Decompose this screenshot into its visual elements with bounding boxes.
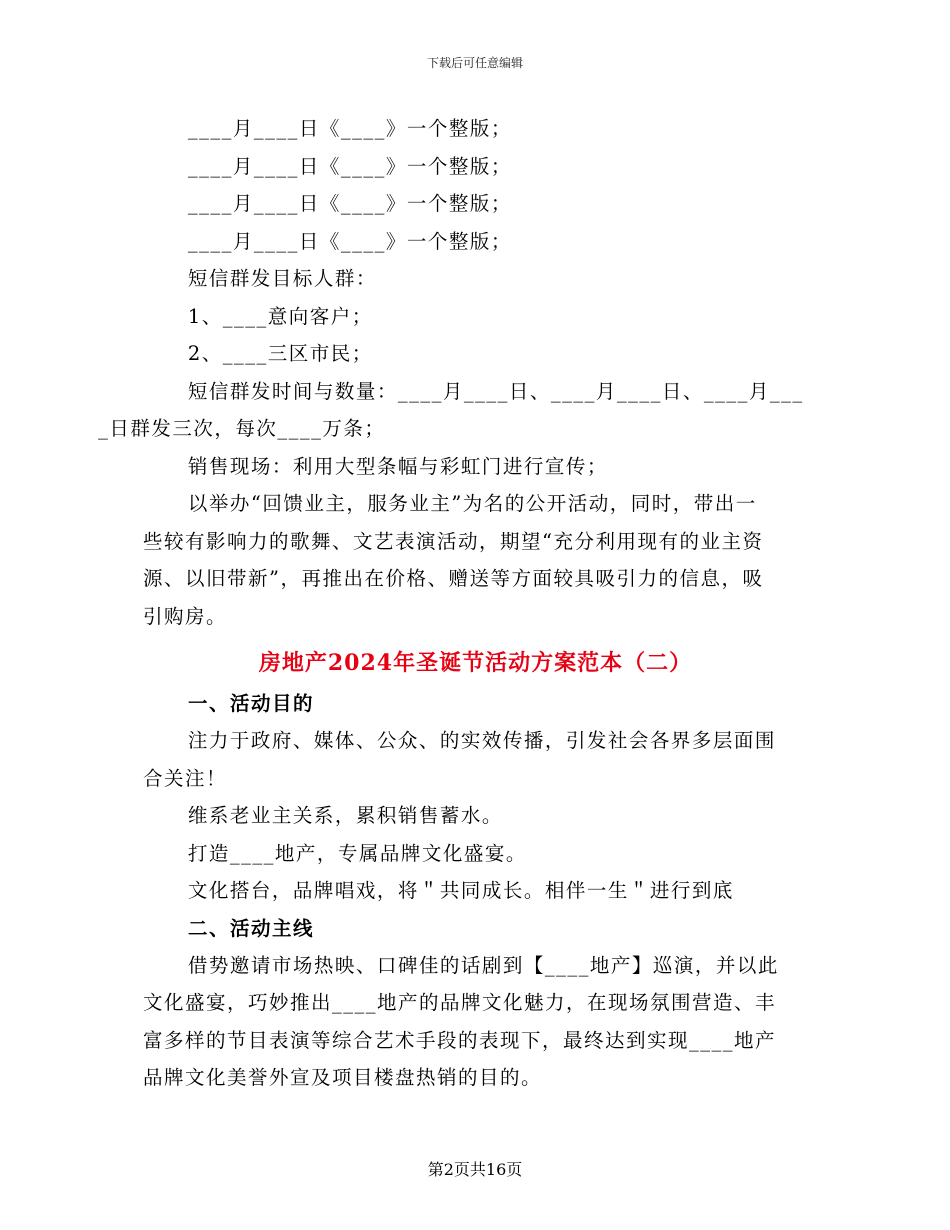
document-title-part-2: 房地产2024年圣诞节活动方案范本（二） <box>258 650 693 676</box>
purpose-p1-line-2: 合关注！ <box>143 766 228 790</box>
ad-line-1: ____月____日《____》一个整版； <box>187 117 512 140</box>
mainline-line-2: 文化盛宴，巧妙推出____地产的品牌文化魅力，在现场氛围营造、丰 <box>143 991 777 1014</box>
section-heading-purpose: 一、活动目的 <box>188 692 315 715</box>
mainline-line-1: 借势邀请市场热映、口碑佳的话剧到【____地产】巡演，并以此 <box>187 953 779 977</box>
activity-line-2: 些较有影响力的歌舞、文艺表演活动，期望“充分利用现有的业主资 <box>143 529 764 553</box>
sms-time-line-1: 短信群发时间与数量：____月____日、____月____日、____月___ <box>187 379 804 403</box>
activity-paragraph <box>143 485 808 635</box>
sms-time-paragraph <box>98 373 808 448</box>
page-header-note: 下载后可任意编辑 <box>426 56 523 70</box>
purpose-paragraph-3: 打造____地产，专属品牌文化盛宴。 <box>187 841 527 865</box>
mainline-line-4: 品牌文化美誉外宣及项目楼盘热销的目的。 <box>143 1066 543 1089</box>
purpose-paragraph-2: 维系老业主关系，累积销售蓄水。 <box>187 804 503 827</box>
section-heading-mainline: 二、活动主线 <box>188 916 315 940</box>
page-number: 第2页共16页 <box>427 1160 523 1179</box>
activity-line-1: 以举办“回馈业主，服务业主”为名的公开活动，同时，带出一 <box>187 492 757 515</box>
activity-line-3: 源、以旧带新”，再推出在价格、赠送等方面较具吸引力的信息，吸 <box>143 567 764 590</box>
document-body <box>98 110 808 1097</box>
purpose-paragraph-4: 文化搭台，品牌唱戏，将＂共同成长。相伴一生＂进行到底 <box>187 879 734 902</box>
mainline-line-3: 富多样的节目表演等综合艺术手段的表现下，最终达到实现____地产 <box>143 1028 777 1052</box>
sms-target-1: 1、____意向客户； <box>187 304 373 328</box>
purpose-p1-line-1: 注力于政府、媒体、公众、的实效传播，引发社会各界多层面围 <box>187 729 776 752</box>
sms-time-line-2: _日群发三次，每次____万条； <box>98 417 386 440</box>
mainline-paragraph <box>143 947 808 1097</box>
activity-line-4: 引购房。 <box>143 604 228 628</box>
ad-line-2: ____月____日《____》一个整版； <box>187 154 512 178</box>
sales-site-paragraph: 销售现场：利用大型条幅与彩虹门进行宣传； <box>187 454 608 478</box>
ad-line-4: ____月____日《____》一个整版； <box>187 229 512 253</box>
sms-target-2: 2、____三区市民； <box>187 342 373 365</box>
ad-line-3: ____月____日《____》一个整版； <box>187 192 512 215</box>
sms-target-label: 短信群发目标人群： <box>187 267 377 290</box>
purpose-paragraph-1 <box>143 722 808 797</box>
